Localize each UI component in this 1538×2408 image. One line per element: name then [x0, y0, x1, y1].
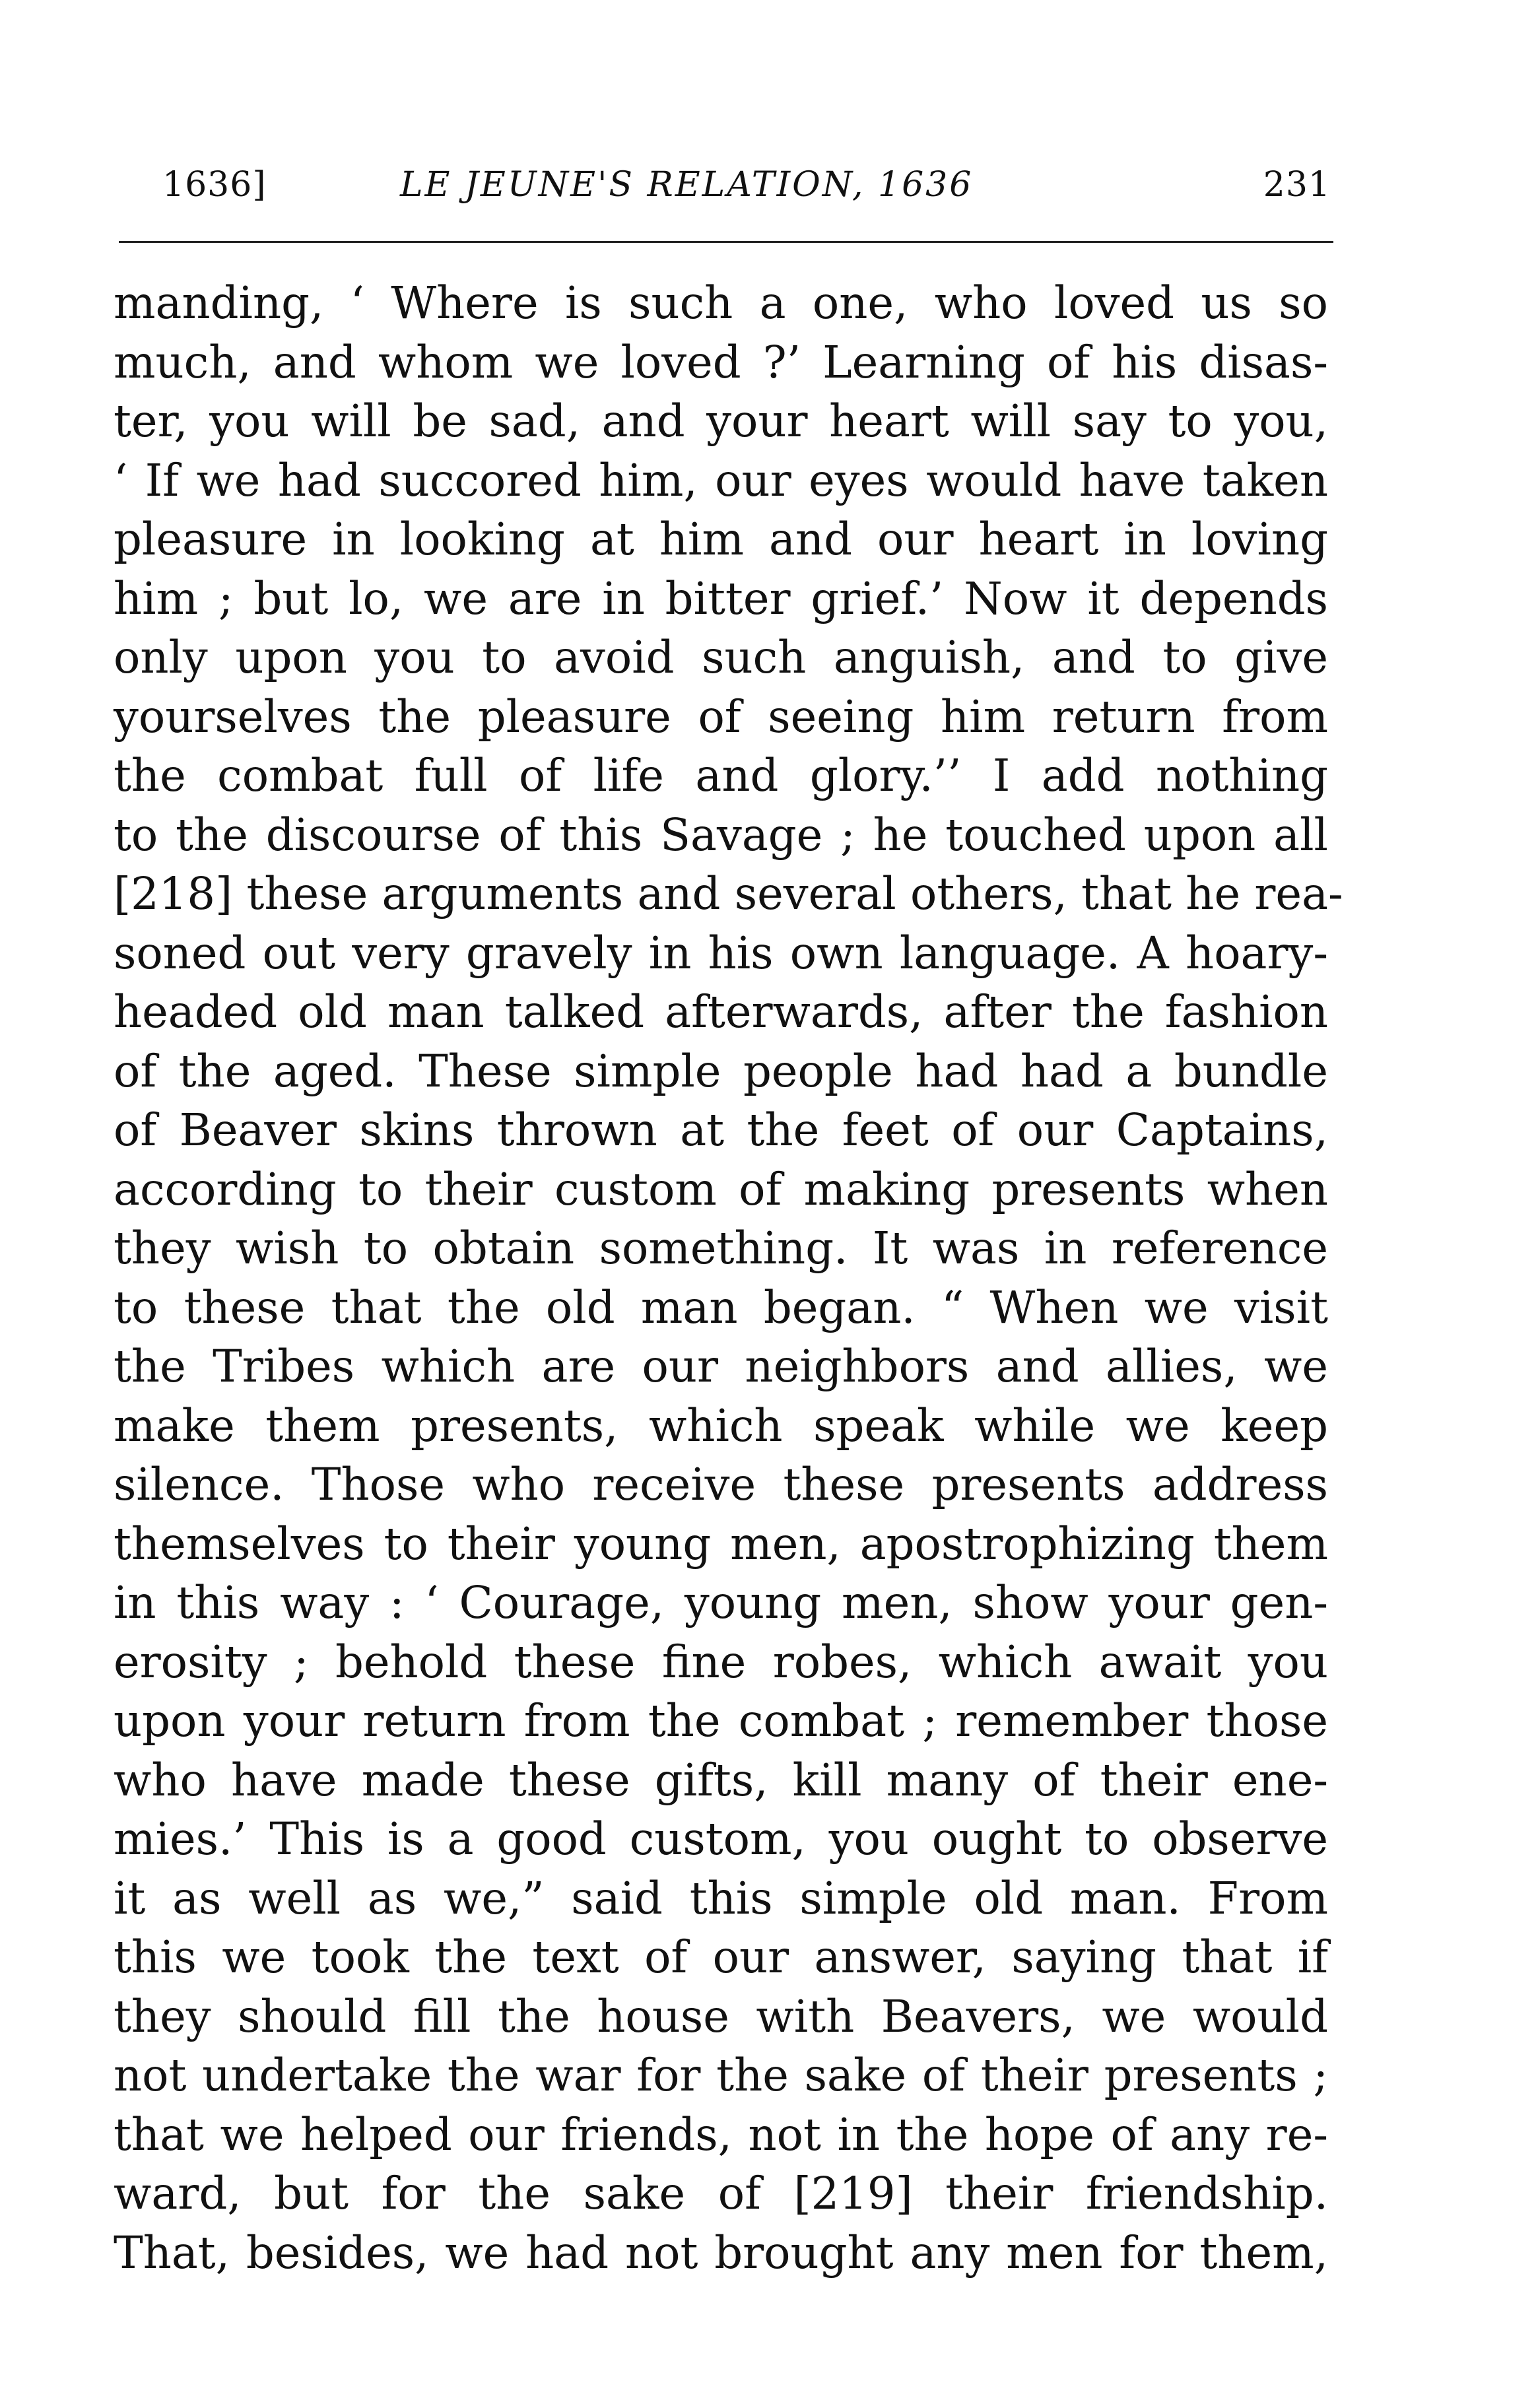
header-title: LE JEUNE'S RELATION, 1636 — [400, 165, 974, 205]
text-line: to these that the old man began. “ When we visit — [114, 1281, 1328, 1333]
text-line: of Beaver skins thrown at the feet of our Captains, — [114, 1104, 1328, 1156]
text-line: ‘ If we had succored him, our eyes would have taken — [114, 454, 1328, 506]
header-year: 1636] — [162, 165, 267, 205]
text-line: yourselves the pleasure of seeing him return from — [114, 690, 1328, 743]
text-line: only upon you to avoid such anguish, and to give — [114, 632, 1328, 683]
text-line: they wish to obtain something. It was in reference — [114, 1222, 1328, 1274]
text-line: it as well as we,” said this simple old man. From — [114, 1872, 1328, 1924]
text-line: this we took the text of our answer, saying that if — [114, 1931, 1328, 1983]
text-line: upon your return from the combat ; remember those — [114, 1695, 1328, 1747]
text-line: in this way : ‘ Courage, young men, show your gen- — [114, 1577, 1328, 1628]
text-line: that we helped our friends, not in the hope of any re- — [114, 2108, 1328, 2160]
text-line: silence. Those who receive these presents address — [114, 1459, 1328, 1510]
text-line: who have made these gifts, kill many of their ene- — [114, 1754, 1328, 1806]
text-line: pleasure in looking at him and our heart in loving — [114, 514, 1328, 565]
text-line: ward, but for the sake of [219] their friendship. — [114, 2168, 1328, 2219]
header-rule — [119, 241, 1333, 243]
text-line: much, and whom we loved ?’ Learning of his disas- — [114, 336, 1328, 388]
text-line: make them presents, which speak while we keep — [114, 1399, 1328, 1452]
text-line: [218] these arguments and several others, that he rea- — [114, 868, 1343, 920]
text-line: themselves to their young men, apostrophizing them — [114, 1518, 1328, 1570]
page-number: 231 — [1263, 165, 1331, 205]
text-line: of the aged. These simple people had had a bundle — [114, 1045, 1328, 1097]
text-line: not undertake the war for the sake of their presents ; — [114, 2050, 1328, 2101]
text-line: to the discourse of this Savage ; he touched upon all — [114, 809, 1328, 861]
text-line: the combat full of life and glory.’’ I add nothing — [114, 750, 1328, 801]
text-line: mies.’ This is a good custom, you ought to observe — [114, 1813, 1328, 1865]
text-line: him ; but lo, we are in bitter grief.’ Now it depends — [114, 572, 1328, 624]
text-line: according to their custom of making presents when — [114, 1163, 1328, 1215]
text-line: manding, ‘ Where is such a one, who loved us so — [114, 277, 1328, 329]
text-line: erosity ; behold these fine robes, which await you — [114, 1636, 1328, 1688]
text-line: soned out very gravely in his own language. A hoary- — [114, 927, 1328, 979]
text-line: the Tribes which are our neighbors and allies, we — [114, 1341, 1328, 1392]
text-line: ter, you will be sad, and your heart will say to you, — [114, 395, 1328, 447]
body-text — [114, 274, 1343, 2283]
running-head — [162, 165, 1331, 218]
text-line: headed old man talked afterwards, after the fashion — [114, 986, 1328, 1038]
text-line: That, besides, we had not brought any men for them, — [114, 2226, 1328, 2279]
text-line: they should fill the house with Beavers, we would — [114, 1990, 1328, 2042]
